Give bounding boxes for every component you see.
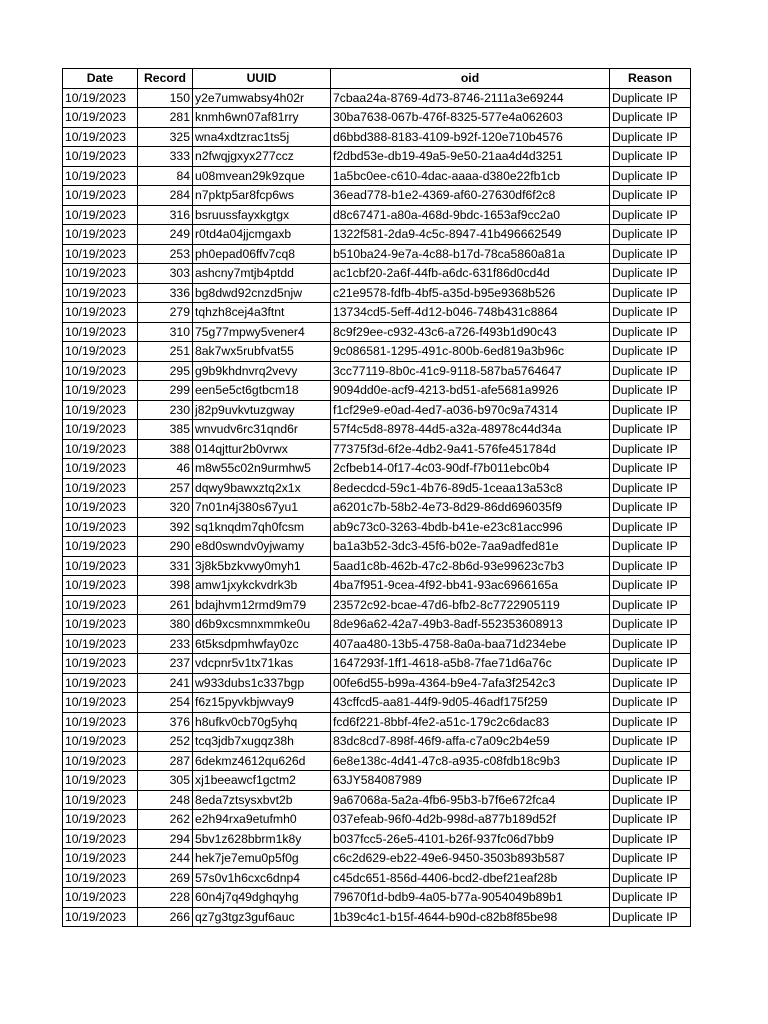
- oid-cell: 30ba7638-067b-476f-8325-577e4a062603: [331, 108, 610, 128]
- reason-cell: Duplicate IP: [610, 556, 691, 576]
- record-cell: 262: [138, 810, 193, 830]
- table-row: [63, 517, 691, 537]
- oid-cell: 1a5bc0ee-c610-4dac-aaaa-d380e22fb1cb: [331, 166, 610, 186]
- table-row: [63, 693, 691, 713]
- reason-cell: Duplicate IP: [610, 127, 691, 147]
- date-cell: 10/19/2023: [63, 654, 138, 674]
- header-reason: Reason: [610, 69, 691, 89]
- reason-cell: Duplicate IP: [610, 166, 691, 186]
- uuid-cell: xj1beeawcf1gctm2: [193, 771, 331, 791]
- oid-cell: 23572c92-bcae-47d6-bfb2-8c7722905119: [331, 595, 610, 615]
- reason-cell: Duplicate IP: [610, 868, 691, 888]
- oid-cell: 9a67068a-5a2a-4fb6-95b3-b7f6e672fca4: [331, 790, 610, 810]
- uuid-cell: ashcny7mtjb4ptdd: [193, 264, 331, 284]
- uuid-cell: j82p9uvkvtuzgway: [193, 400, 331, 420]
- uuid-cell: r0td4a04jjcmgaxb: [193, 225, 331, 245]
- date-cell: 10/19/2023: [63, 108, 138, 128]
- table-row: [63, 829, 691, 849]
- oid-cell: 79670f1d-bdb9-4a05-b77a-9054049b89b1: [331, 888, 610, 908]
- reason-cell: Duplicate IP: [610, 205, 691, 225]
- reason-cell: Duplicate IP: [610, 790, 691, 810]
- uuid-cell: qz7g3tgz3guf6auc: [193, 907, 331, 927]
- reason-cell: Duplicate IP: [610, 595, 691, 615]
- date-cell: 10/19/2023: [63, 732, 138, 752]
- date-cell: 10/19/2023: [63, 400, 138, 420]
- oid-cell: d6bbd388-8183-4109-b92f-120e710b4576: [331, 127, 610, 147]
- record-cell: 237: [138, 654, 193, 674]
- reason-cell: Duplicate IP: [610, 810, 691, 830]
- table-row: [63, 810, 691, 830]
- reason-cell: Duplicate IP: [610, 634, 691, 654]
- uuid-cell: hek7je7emu0p5f0g: [193, 849, 331, 869]
- uuid-cell: een5e5ct6gtbcm18: [193, 381, 331, 401]
- uuid-cell: 5bv1z628bbrm1k8y: [193, 829, 331, 849]
- uuid-cell: 7n01n4j380s67yu1: [193, 498, 331, 518]
- uuid-cell: knmh6wn07af81rry: [193, 108, 331, 128]
- table-row: [63, 654, 691, 674]
- oid-cell: d8c67471-a80a-468d-9bdc-1653af9cc2a0: [331, 205, 610, 225]
- record-cell: 325: [138, 127, 193, 147]
- uuid-cell: bsruussfayxkgtgx: [193, 205, 331, 225]
- oid-cell: 9094dd0e-acf9-4213-bd51-afe5681a9926: [331, 381, 610, 401]
- oid-cell: a6201c7b-58b2-4e73-8d29-86dd696035f9: [331, 498, 610, 518]
- date-cell: 10/19/2023: [63, 244, 138, 264]
- table-row: [63, 225, 691, 245]
- table-row: [63, 420, 691, 440]
- table-row: [63, 868, 691, 888]
- uuid-cell: amw1jxykckvdrk3b: [193, 576, 331, 596]
- date-cell: 10/19/2023: [63, 615, 138, 635]
- record-cell: 228: [138, 888, 193, 908]
- table-row: [63, 303, 691, 323]
- oid-cell: 5aad1c8b-462b-47c2-8b6d-93e99623c7b3: [331, 556, 610, 576]
- table-row: [63, 615, 691, 635]
- uuid-cell: bdajhvm12rmd9m79: [193, 595, 331, 615]
- uuid-cell: tqhzh8cej4a3ftnt: [193, 303, 331, 323]
- oid-cell: 1322f581-2da9-4c5c-8947-41b496662549: [331, 225, 610, 245]
- uuid-cell: 6t5ksdpmhwfay0zc: [193, 634, 331, 654]
- oid-cell: 8edecdcd-59c1-4b76-89d5-1ceaa13a53c8: [331, 478, 610, 498]
- header-date: Date: [63, 69, 138, 89]
- oid-cell: fcd6f221-8bbf-4fe2-a51c-179c2c6dac83: [331, 712, 610, 732]
- record-cell: 261: [138, 595, 193, 615]
- uuid-cell: d6b9xcsmnxmmke0u: [193, 615, 331, 635]
- oid-cell: 36ead778-b1e2-4369-af60-27630df6f2c8: [331, 186, 610, 206]
- record-cell: 333: [138, 147, 193, 167]
- uuid-cell: 8ak7wx5rubfvat55: [193, 342, 331, 362]
- date-cell: 10/19/2023: [63, 225, 138, 245]
- uuid-cell: 75g77mpwy5vener4: [193, 322, 331, 342]
- oid-cell: 83dc8cd7-898f-46f9-affa-c7a09c2b4e59: [331, 732, 610, 752]
- date-cell: 10/19/2023: [63, 303, 138, 323]
- table-row: [63, 771, 691, 791]
- reason-cell: Duplicate IP: [610, 225, 691, 245]
- date-cell: 10/19/2023: [63, 459, 138, 479]
- oid-cell: 63JY584087989: [331, 771, 610, 791]
- record-cell: 150: [138, 88, 193, 108]
- record-cell: 316: [138, 205, 193, 225]
- table-body: [63, 88, 691, 927]
- record-cell: 257: [138, 478, 193, 498]
- oid-cell: 8de96a62-42a7-49b3-8adf-552353608913: [331, 615, 610, 635]
- record-cell: 290: [138, 537, 193, 557]
- record-cell: 299: [138, 381, 193, 401]
- reason-cell: Duplicate IP: [610, 615, 691, 635]
- date-cell: 10/19/2023: [63, 751, 138, 771]
- uuid-cell: u08mvean29k9zque: [193, 166, 331, 186]
- duplicate-ip-table: [62, 68, 691, 927]
- table-row: [63, 790, 691, 810]
- reason-cell: Duplicate IP: [610, 654, 691, 674]
- reason-cell: Duplicate IP: [610, 400, 691, 420]
- table-row: [63, 166, 691, 186]
- oid-cell: 037efeab-96f0-4d2b-998d-a877b189d52f: [331, 810, 610, 830]
- table-row: [63, 186, 691, 206]
- header-uuid: UUID: [193, 69, 331, 89]
- reason-cell: Duplicate IP: [610, 907, 691, 927]
- header-record: Record: [138, 69, 193, 89]
- table-row: [63, 342, 691, 362]
- oid-cell: 1647293f-1ff1-4618-a5b8-7fae71d6a76c: [331, 654, 610, 674]
- reason-cell: Duplicate IP: [610, 732, 691, 752]
- oid-cell: ab9c73c0-3263-4bdb-b41e-e23c81acc996: [331, 517, 610, 537]
- table-row: [63, 907, 691, 927]
- reason-cell: Duplicate IP: [610, 342, 691, 362]
- oid-cell: 8c9f29ee-c932-43c6-a726-f493b1d90c43: [331, 322, 610, 342]
- record-cell: 251: [138, 342, 193, 362]
- header-row: [63, 69, 691, 89]
- table-row: [63, 361, 691, 381]
- table-row: [63, 205, 691, 225]
- table-row: [63, 439, 691, 459]
- table-row: [63, 849, 691, 869]
- uuid-cell: 60n4j7q49dghqyhg: [193, 888, 331, 908]
- record-cell: 284: [138, 186, 193, 206]
- record-cell: 249: [138, 225, 193, 245]
- oid-cell: c6c2d629-eb22-49e6-9450-3503b893b587: [331, 849, 610, 869]
- date-cell: 10/19/2023: [63, 127, 138, 147]
- date-cell: 10/19/2023: [63, 342, 138, 362]
- reason-cell: Duplicate IP: [610, 693, 691, 713]
- uuid-cell: m8w55c02n9urmhw5: [193, 459, 331, 479]
- date-cell: 10/19/2023: [63, 166, 138, 186]
- reason-cell: Duplicate IP: [610, 459, 691, 479]
- date-cell: 10/19/2023: [63, 810, 138, 830]
- record-cell: 380: [138, 615, 193, 635]
- reason-cell: Duplicate IP: [610, 517, 691, 537]
- reason-cell: Duplicate IP: [610, 381, 691, 401]
- oid-cell: 4ba7f951-9cea-4f92-bb41-93ac6966165a: [331, 576, 610, 596]
- record-cell: 279: [138, 303, 193, 323]
- uuid-cell: vdcpnr5v1tx71kas: [193, 654, 331, 674]
- table-row: [63, 498, 691, 518]
- date-cell: 10/19/2023: [63, 88, 138, 108]
- date-cell: 10/19/2023: [63, 595, 138, 615]
- uuid-cell: 3j8k5bzkvwy0myh1: [193, 556, 331, 576]
- table-row: [63, 673, 691, 693]
- date-cell: 10/19/2023: [63, 381, 138, 401]
- uuid-cell: 8eda7ztsysxbvt2b: [193, 790, 331, 810]
- date-cell: 10/19/2023: [63, 361, 138, 381]
- uuid-cell: ph0epad06ffv7cq8: [193, 244, 331, 264]
- record-cell: 248: [138, 790, 193, 810]
- table-header: [63, 69, 691, 89]
- uuid-cell: n2fwqjgxyx277ccz: [193, 147, 331, 167]
- date-cell: 10/19/2023: [63, 712, 138, 732]
- oid-cell: 9c086581-1295-491c-800b-6ed819a3b96c: [331, 342, 610, 362]
- date-cell: 10/19/2023: [63, 264, 138, 284]
- record-cell: 230: [138, 400, 193, 420]
- record-cell: 287: [138, 751, 193, 771]
- table-row: [63, 400, 691, 420]
- reason-cell: Duplicate IP: [610, 244, 691, 264]
- oid-cell: 407aa480-13b5-4758-8a0a-baa71d234ebe: [331, 634, 610, 654]
- reason-cell: Duplicate IP: [610, 186, 691, 206]
- table-row: [63, 576, 691, 596]
- oid-cell: c45dc651-856d-4406-bcd2-dbef21eaf28b: [331, 868, 610, 888]
- reason-cell: Duplicate IP: [610, 283, 691, 303]
- table-row: [63, 127, 691, 147]
- oid-cell: b037fcc5-26e5-4101-b26f-937fc06d7bb9: [331, 829, 610, 849]
- table-row: [63, 634, 691, 654]
- table-row: [63, 459, 691, 479]
- date-cell: 10/19/2023: [63, 186, 138, 206]
- uuid-cell: 57s0v1h6cxc6dnp4: [193, 868, 331, 888]
- reason-cell: Duplicate IP: [610, 303, 691, 323]
- oid-cell: ba1a3b52-3dc3-45f6-b02e-7aa9adfed81e: [331, 537, 610, 557]
- reason-cell: Duplicate IP: [610, 888, 691, 908]
- reason-cell: Duplicate IP: [610, 439, 691, 459]
- table-row: [63, 712, 691, 732]
- date-cell: 10/19/2023: [63, 790, 138, 810]
- reason-cell: Duplicate IP: [610, 537, 691, 557]
- record-cell: 336: [138, 283, 193, 303]
- oid-cell: 6e8e138c-4d41-47c8-a935-c08fdb18c9b3: [331, 751, 610, 771]
- table-row: [63, 244, 691, 264]
- record-cell: 376: [138, 712, 193, 732]
- record-cell: 266: [138, 907, 193, 927]
- record-cell: 294: [138, 829, 193, 849]
- reason-cell: Duplicate IP: [610, 673, 691, 693]
- table-row: [63, 88, 691, 108]
- table-row: [63, 595, 691, 615]
- uuid-cell: n7pktp5ar8fcp6ws: [193, 186, 331, 206]
- uuid-cell: wnvudv6rc31qnd6r: [193, 420, 331, 440]
- uuid-cell: sq1knqdm7qh0fcsm: [193, 517, 331, 537]
- reason-cell: Duplicate IP: [610, 322, 691, 342]
- record-cell: 305: [138, 771, 193, 791]
- oid-cell: 3cc77119-8b0c-41c9-9118-587ba5764647: [331, 361, 610, 381]
- reason-cell: Duplicate IP: [610, 108, 691, 128]
- date-cell: 10/19/2023: [63, 849, 138, 869]
- record-cell: 244: [138, 849, 193, 869]
- date-cell: 10/19/2023: [63, 868, 138, 888]
- record-cell: 388: [138, 439, 193, 459]
- reason-cell: Duplicate IP: [610, 88, 691, 108]
- uuid-cell: dqwy9bawxztq2x1x: [193, 478, 331, 498]
- reason-cell: Duplicate IP: [610, 478, 691, 498]
- record-cell: 281: [138, 108, 193, 128]
- oid-cell: 43cffcd5-aa81-44f9-9d05-46adf175f259: [331, 693, 610, 713]
- uuid-cell: tcq3jdb7xugqz38h: [193, 732, 331, 752]
- record-cell: 241: [138, 673, 193, 693]
- table-row: [63, 108, 691, 128]
- reason-cell: Duplicate IP: [610, 361, 691, 381]
- oid-cell: 2cfbeb14-0f17-4c03-90df-f7b011ebc0b4: [331, 459, 610, 479]
- reason-cell: Duplicate IP: [610, 264, 691, 284]
- uuid-cell: h8ufkv0cb70g5yhq: [193, 712, 331, 732]
- table-row: [63, 264, 691, 284]
- record-cell: 310: [138, 322, 193, 342]
- date-cell: 10/19/2023: [63, 498, 138, 518]
- date-cell: 10/19/2023: [63, 576, 138, 596]
- oid-cell: 7cbaa24a-8769-4d73-8746-2111a3e69244: [331, 88, 610, 108]
- record-cell: 233: [138, 634, 193, 654]
- oid-cell: 00fe6d55-b99a-4364-b9e4-7afa3f2542c3: [331, 673, 610, 693]
- table-row: [63, 556, 691, 576]
- record-cell: 252: [138, 732, 193, 752]
- oid-cell: c21e9578-fdfb-4bf5-a35d-b95e9368b526: [331, 283, 610, 303]
- table-row: [63, 537, 691, 557]
- header-oid: oid: [331, 69, 610, 89]
- table-row: [63, 732, 691, 752]
- uuid-cell: wna4xdtzrac1ts5j: [193, 127, 331, 147]
- reason-cell: Duplicate IP: [610, 751, 691, 771]
- table-row: [63, 478, 691, 498]
- date-cell: 10/19/2023: [63, 537, 138, 557]
- uuid-cell: 6dekmz4612qu626d: [193, 751, 331, 771]
- uuid-cell: w933dubs1c337bgp: [193, 673, 331, 693]
- reason-cell: Duplicate IP: [610, 147, 691, 167]
- reason-cell: Duplicate IP: [610, 849, 691, 869]
- date-cell: 10/19/2023: [63, 205, 138, 225]
- uuid-cell: 014qjttur2b0vrwx: [193, 439, 331, 459]
- record-cell: 84: [138, 166, 193, 186]
- date-cell: 10/19/2023: [63, 420, 138, 440]
- oid-cell: f2dbd53e-db19-49a5-9e50-21aa4d4d3251: [331, 147, 610, 167]
- record-cell: 392: [138, 517, 193, 537]
- oid-cell: 13734cd5-5eff-4d12-b046-748b431c8864: [331, 303, 610, 323]
- reason-cell: Duplicate IP: [610, 712, 691, 732]
- record-cell: 398: [138, 576, 193, 596]
- table-row: [63, 322, 691, 342]
- oid-cell: f1cf29e9-e0ad-4ed7-a036-b970c9a74314: [331, 400, 610, 420]
- date-cell: 10/19/2023: [63, 478, 138, 498]
- date-cell: 10/19/2023: [63, 907, 138, 927]
- table-row: [63, 283, 691, 303]
- uuid-cell: f6z15pyvkbjwvay9: [193, 693, 331, 713]
- date-cell: 10/19/2023: [63, 517, 138, 537]
- oid-cell: ac1cbf20-2a6f-44fb-a6dc-631f86d0cd4d: [331, 264, 610, 284]
- date-cell: 10/19/2023: [63, 829, 138, 849]
- record-cell: 254: [138, 693, 193, 713]
- table-row: [63, 381, 691, 401]
- reason-cell: Duplicate IP: [610, 829, 691, 849]
- date-cell: 10/19/2023: [63, 147, 138, 167]
- record-cell: 385: [138, 420, 193, 440]
- reason-cell: Duplicate IP: [610, 576, 691, 596]
- date-cell: 10/19/2023: [63, 771, 138, 791]
- table-row: [63, 147, 691, 167]
- reason-cell: Duplicate IP: [610, 498, 691, 518]
- uuid-cell: g9b9khdnvrq2vevy: [193, 361, 331, 381]
- record-cell: 253: [138, 244, 193, 264]
- date-cell: 10/19/2023: [63, 634, 138, 654]
- uuid-cell: e2h94rxa9etufmh0: [193, 810, 331, 830]
- record-cell: 295: [138, 361, 193, 381]
- uuid-cell: e8d0swndv0yjwamy: [193, 537, 331, 557]
- oid-cell: 57f4c5d8-8978-44d5-a32a-48978c44d34a: [331, 420, 610, 440]
- record-cell: 320: [138, 498, 193, 518]
- date-cell: 10/19/2023: [63, 322, 138, 342]
- date-cell: 10/19/2023: [63, 283, 138, 303]
- oid-cell: 1b39c4c1-b15f-4644-b90d-c82b8f85be98: [331, 907, 610, 927]
- record-cell: 46: [138, 459, 193, 479]
- record-cell: 303: [138, 264, 193, 284]
- record-cell: 331: [138, 556, 193, 576]
- date-cell: 10/19/2023: [63, 673, 138, 693]
- table-row: [63, 888, 691, 908]
- record-cell: 269: [138, 868, 193, 888]
- oid-cell: b510ba24-9e7a-4c88-b17d-78ca5860a81a: [331, 244, 610, 264]
- uuid-cell: bg8dwd92cnzd5njw: [193, 283, 331, 303]
- reason-cell: Duplicate IP: [610, 771, 691, 791]
- date-cell: 10/19/2023: [63, 888, 138, 908]
- date-cell: 10/19/2023: [63, 693, 138, 713]
- oid-cell: 77375f3d-6f2e-4db2-9a41-576fe451784d: [331, 439, 610, 459]
- date-cell: 10/19/2023: [63, 556, 138, 576]
- date-cell: 10/19/2023: [63, 439, 138, 459]
- reason-cell: Duplicate IP: [610, 420, 691, 440]
- table-row: [63, 751, 691, 771]
- uuid-cell: y2e7umwabsy4h02r: [193, 88, 331, 108]
